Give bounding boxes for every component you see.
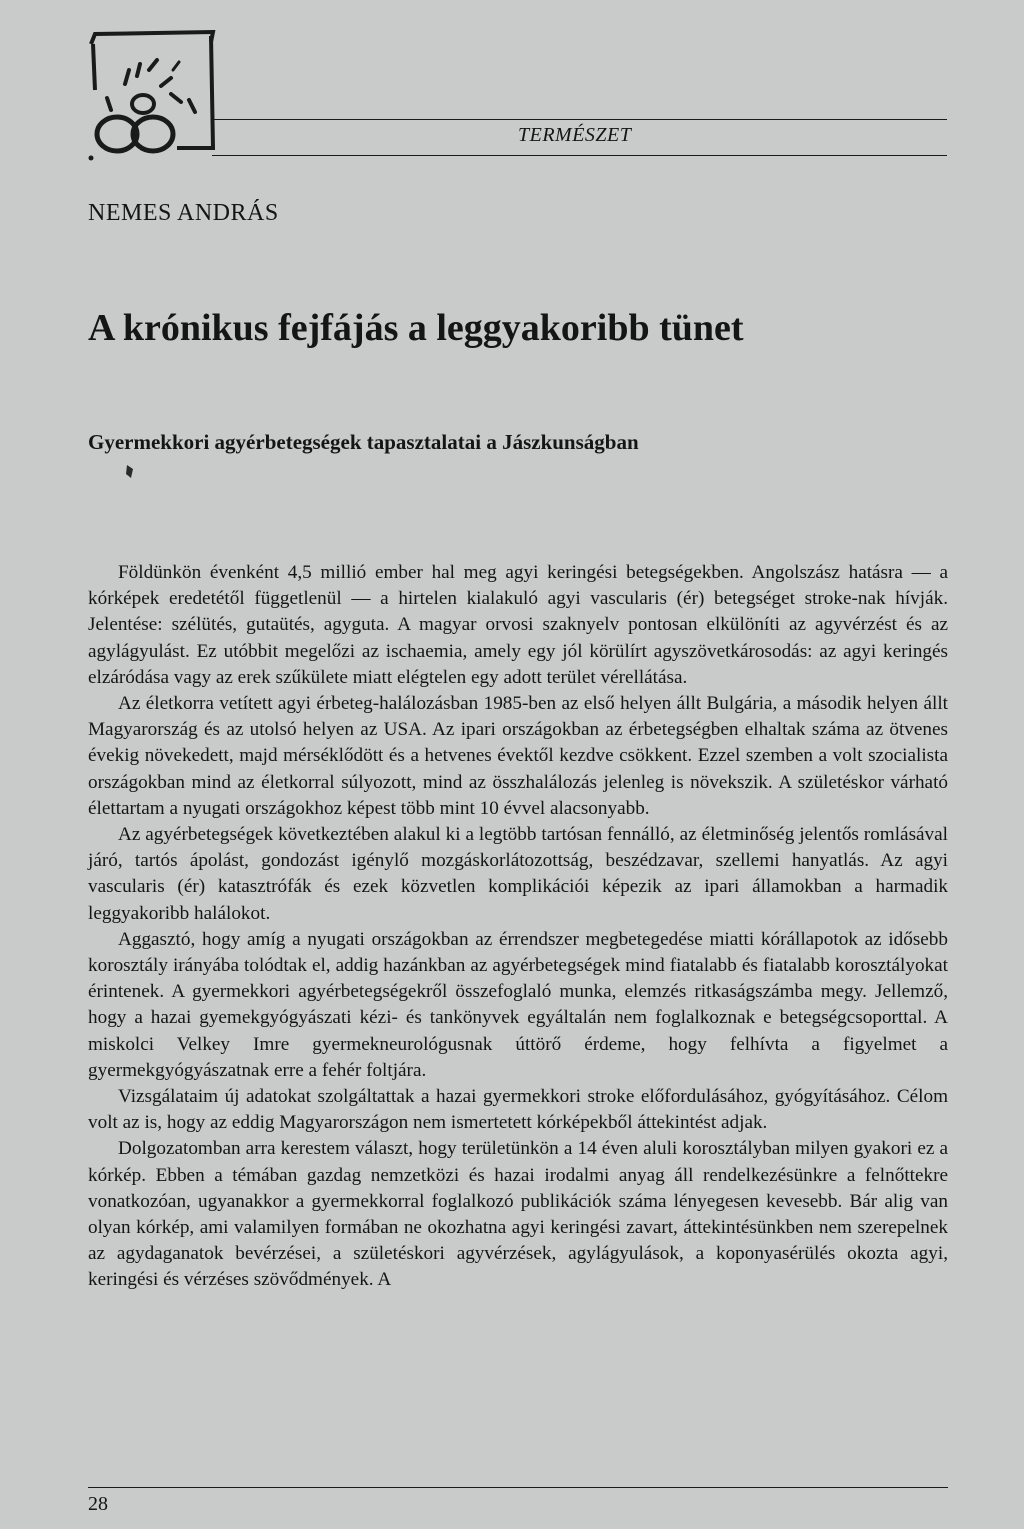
- article-title: A krónikus fejfájás a leggyakoribb tünet: [88, 307, 744, 349]
- article-body: [88, 560, 948, 1294]
- paragraph: Az életkorra vetített agyi érbeteg-halálozásban 1985-ben az első helyen állt Bulgária, a második helyen állt Magyarország és az utolsó helyen az USA. Az ipari országokban az érbetegségben elhaltak száma az ötvenes évekig növekedett, majd mérséklődött és a hetvenes évektől kezdve csökkent. Ezzel szemben a volt szocialista országokban mind az életkorral súlyozott, mind az összhalálozás jelenleg is növekszik. A születéskor várható élettartam a nyugati országokhoz képest több mint 10 évvel alacsonyabb.: [88, 693, 948, 819]
- paragraph: Aggasztó, hogy amíg a nyugati országokban az érrendszer megbetegedése miatti kórállapotok az idősebb korosztály irányába tolódtak el, addig hazánkban az agyérbetegségek mind fiatalabb és fiatalabb korosztályokat érintenek. A gyermekkori agyérbetegségekről összefoglaló munka, elemzés ritkaságszámba megy. Jellemző, hogy a hazai gyemekgyógyászati kézi- és tankönyvek egyáltalán nem foglalkoznak e betegségcsoporttal. A miskolci Velkey Imre gyermekneurológusnak úttörő érdeme, hogy felhívta a figyelmet a gyermekgyógyászatnak erre a fehér foltjára.: [88, 928, 948, 1081]
- paragraph: Dolgozatomban arra kerestem választ, hogy területünkön a 14 éven aluli korosztályban milyen gyakori ez a kórkép. Ebben a témában gazdag nemzetközi és hazai irodalmi anyag áll rendelkezésünkre a felnőttekre vonatkozóan, ugyanakkor a gyermekkorral foglalkozó publikációk száma lényegesen kevesebb. Bár alig van olyan kórkép, ami valamilyen formában ne okozhatna agyi keringési zavart, áttekintésünkben nem szerepelnek az agydaganatok bevérzései, a születéskori agyvérzések, agylágyulások, a koponyasérülés okozta agyi, keringési és vérzéses szövődmények. A: [88, 1138, 948, 1291]
- paragraph: Vizsgálataim új adatokat szolgáltattak a hazai gyermekkori stroke előfordulásához, gyógyításához. Célom volt az is, hogy az eddig Magyarországon nem ismertetett kórképekből áttekintést adjak.: [88, 1086, 948, 1134]
- print-speck-icon: [124, 464, 136, 480]
- author-name: NEMES ANDRÁS: [88, 200, 279, 226]
- header-rule-top: [212, 119, 947, 120]
- article-subtitle: Gyermekkori agyérbetegségek tapasztalatai a Jászkunságban: [88, 430, 639, 454]
- header-rule-bottom: [212, 155, 947, 156]
- paragraph: Az agyérbetegségek következtében alakul ki a legtöbb tartósan fennálló, az életminőség jelentős romlásával járó, tartós ápolást, gondozást igénylő mozgáskorlátozottság, beszédzavar, szellemi hanyatlás. Az agyi vascularis (ér) katasztrófák és ezek közvetlen komplikációi képezik az ipari államokban a harmadik leggyakoribb halálokot.: [88, 824, 948, 924]
- paragraph: Földünkön évenként 4,5 millió ember hal meg agyi keringési betegségekben. Angolszász hatásra — a kórképek eredetétől függetlenül — a hirtelen kialakuló agyi vascularis (ér) betegséget stroke-nak hívják. Jelentése: szélütés, gutaütés, agyguta. A magyar orvosi szaknyelv pontosan elkülöníti az agyvérzést és az agylágyulást. Ez utóbbit megelőzi az ischaemia, amely egy jól körülírt agyszövetkárosodás: az agyi keringés elzáródása vagy az erek szűkülete miatt elégtelen egy adott terület vérellátása.: [88, 562, 948, 688]
- magazine-logo-icon: [87, 30, 225, 165]
- footer-rule: [88, 1487, 948, 1488]
- section-label: TERMÉSZET: [518, 124, 632, 146]
- page-number: 28: [88, 1493, 108, 1515]
